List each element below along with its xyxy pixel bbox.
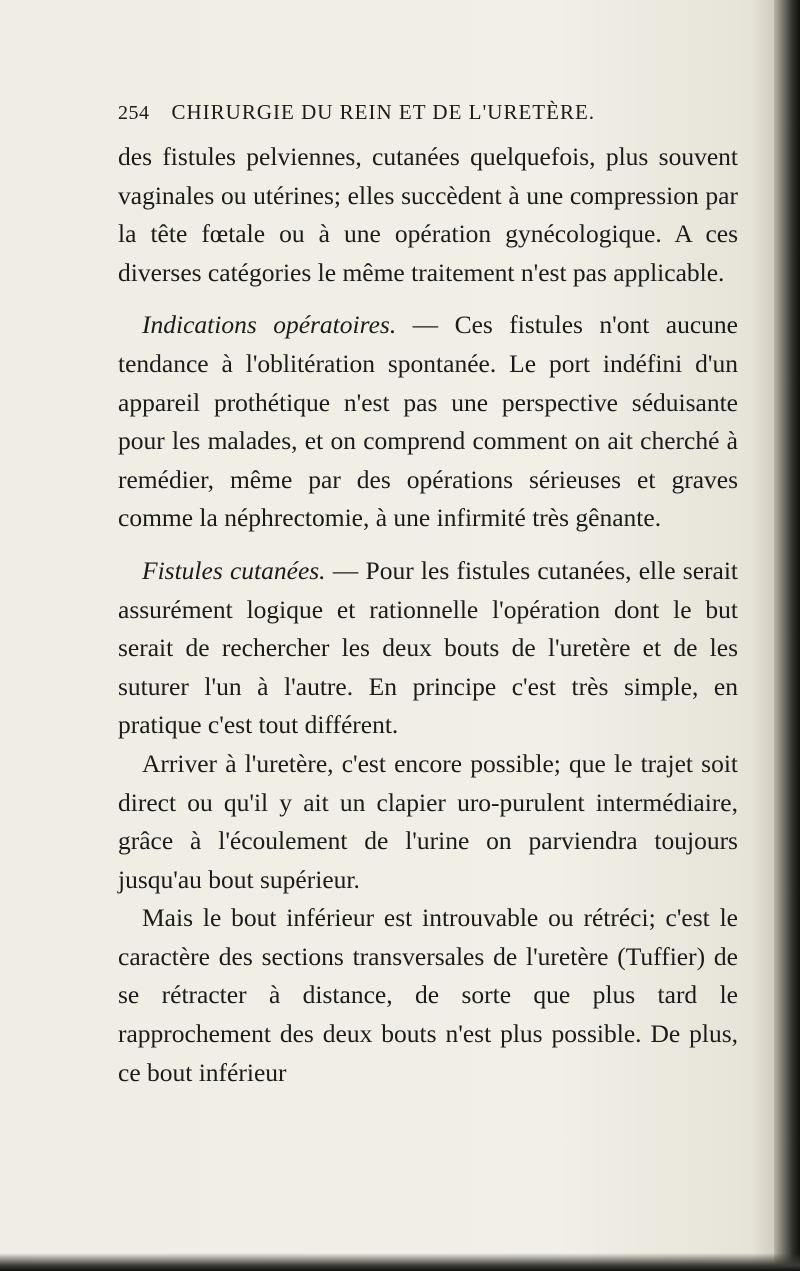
paragraph-arriver bbox=[118, 745, 738, 899]
paragraph-mais-text: Mais le bout inférieur est introuvable ou rétréci; c'est le caractère des sections transversales de l'uretère (Tuffier) de se rétracter à distance, de sorte que plus tard le rapprochement des deux bouts n'est plus possible. De plus, ce bout inférieur bbox=[118, 903, 738, 1087]
book-spine-shadow bbox=[774, 0, 800, 1271]
page-number: 254 bbox=[118, 102, 150, 124]
paragraph-indications bbox=[118, 306, 738, 538]
running-header bbox=[118, 100, 738, 125]
paragraph-1-text: des fistules pelviennes, cutanées quelquefois, plus souvent vaginales ou utérines; elles succèdent à une compression par la tête fœtale ou à une opération gynécologique. A ces diverses catégories le même traitement n'est pas applicable. bbox=[118, 142, 738, 287]
paragraph-indications-text: — Ces fistules n'ont aucune tendance à l'oblitération spontanée. Le port indéfini d'un appareil prothétique n'est pas une perspective séduisante pour les malades, et on comprend comment on ait cherché à remédier, même par des opérations sérieuses et graves comme la néphrectomie, à une infirmité très gênante. bbox=[118, 310, 739, 533]
heading-fistules: Fistules cutanées. bbox=[142, 555, 326, 585]
paragraph-1 bbox=[118, 138, 738, 292]
heading-indications: Indications opératoires. bbox=[142, 310, 397, 340]
paragraph-fistules-text: — Pour les fistules cutanées, elle serait assurément logique et rationnelle l'opération dont le but serait de rechercher les deux bouts de l'uretère et de les suturer l'un à l'autre. En principe c'est très simple, en pratique c'est tout différent. bbox=[118, 555, 738, 740]
paragraph-arriver-text: Arriver à l'uretère, c'est encore possible; que le trajet soit direct ou qu'il y ait un clapier uro-purulent intermédiaire, grâce à l'écoulement de l'urine on parviendra toujours jusqu'au bout supérieur. bbox=[118, 748, 738, 894]
paragraph-mais bbox=[118, 899, 738, 1092]
body-text bbox=[118, 138, 738, 1092]
page-bottom-edge bbox=[0, 1253, 800, 1271]
running-title: CHIRURGIE DU REIN ET DE L'URETÈRE. bbox=[171, 100, 596, 124]
paragraph-fistules bbox=[118, 552, 738, 745]
